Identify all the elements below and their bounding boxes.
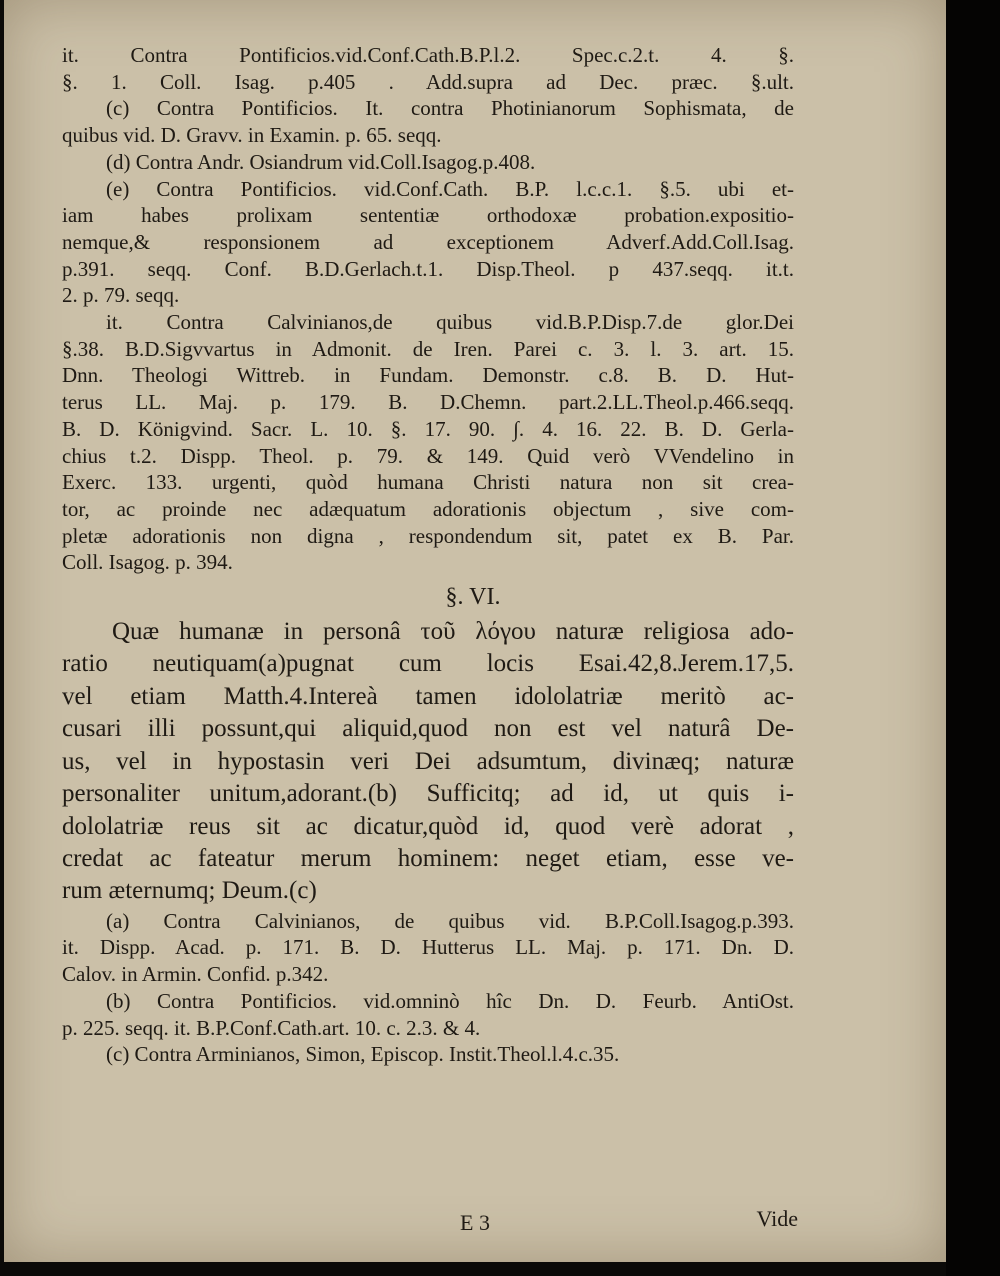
footnote-line: it. Contra Calvinianos,de quibus vid.B.P.Disp.7.de glor.Dei	[106, 310, 794, 335]
footnote-line: Coll. Isagog. p. 394.	[62, 550, 233, 575]
footnote-line: pletæ adorationis non digna , respondendum sit, patet ex B. Par.	[62, 523, 794, 548]
footnote-line: quibus vid. D. Gravv. in Examin. p. 65. seqq.	[62, 123, 442, 148]
footnote-line: nemque,& responsionem ad exceptionem Adverf.Add.Coll.Isag.	[62, 229, 794, 254]
footnote-line: (c) Contra Pontificios. It. contra Photinianorum Sophismata, de	[106, 96, 794, 121]
footnote-line: terus LL. Maj. p. 179. B. D.Chemn. part.2.LL.Theol.p.466.seqq.	[62, 390, 794, 415]
body-line: personaliter unitum,adorant.(b) Sufficitq; ad id, ut quis i-	[62, 780, 794, 808]
page-edge-shadow	[946, 0, 1000, 1276]
body-line: ratio neutiquam(a)pugnat cum locis Esai.42,8.Jerem.17,5.	[62, 650, 794, 678]
body-line: credat ac fateatur merum hominem: neget etiam, esse ve-	[62, 844, 794, 872]
footnote-line: Dnn. Theologi Wittreb. in Fundam. Demonstr. c.8. B. D. Hut-	[62, 363, 794, 388]
footnote-line: (e) Contra Pontificios. vid.Conf.Cath. B.P. l.c.c.1. §.5. ubi et-	[106, 176, 794, 201]
footnote-line: §. 1. Coll. Isag. p.405 . Add.supra ad Dec. præc. §.ult.	[62, 69, 794, 94]
footnote-line: (a) Contra Calvinianos, de quibus vid. B.P.Coll.Isagog.p.393.	[106, 908, 794, 933]
body-line: Quæ humanæ in personâ τοῦ λόγου naturæ religiosa ado-	[112, 618, 794, 646]
footnote-line: iam habes prolixam sententiæ orthodoxæ probation.expositio-	[62, 203, 794, 228]
footnote-line: it. Contra Pontificios.vid.Conf.Cath.B.P.l.2. Spec.c.2.t. 4. §.	[62, 43, 794, 67]
body-line: vel etiam Matth.4.Intereà tamen idololatriæ meritò ac-	[62, 682, 794, 710]
book-page	[4, 0, 946, 1262]
page-text	[62, 42, 798, 1235]
footnote-line: Calov. in Armin. Confid. p.342.	[62, 962, 329, 987]
footnote-line: B. D. Königvind. Sacr. L. 10. §. 17. 90. ∫. 4. 16. 22. B. D. Gerla-	[62, 416, 794, 441]
footnote-line: §.38. B.D.Sigvvartus in Admonit. de Iren. Parei c. 3. l. 3. art. 15.	[62, 336, 794, 361]
body-line: cusari illi possunt,qui aliquid,quod non est vel naturâ De-	[62, 715, 794, 743]
footnote-line: p. 225. seqq. it. B.P.Conf.Cath.art. 10. c. 2.3. & 4.	[62, 1015, 481, 1040]
footnotes-bottom	[62, 908, 794, 1068]
footnote-line: p.391. seqq. Conf. B.D.Gerlach.t.1. Disp.Theol. p 437.seqq. it.t.	[62, 256, 794, 281]
footnote-line: Exerc. 133. urgenti, quòd humana Christi natura non sit crea-	[62, 470, 794, 495]
section-heading: §. VI.	[445, 584, 501, 611]
footnote-line: (c) Contra Arminianos, Simon, Episcop. Instit.Theol.l.4.c.35.	[106, 1042, 620, 1067]
body-line: dololatriæ reus sit ac dicatur,quòd id, quod verè adorat ,	[62, 812, 794, 840]
footnotes-top	[62, 42, 794, 576]
body-line: us, vel in hypostasin veri Dei adsumtum, divinæq; naturæ	[62, 747, 794, 775]
catchword: Vide	[756, 1206, 798, 1231]
footnote-line: chius t.2. Dispp. Theol. p. 79. & 149. Quid verò VVendelino in	[62, 443, 794, 468]
body-line: rum æternumq; Deum.(c)	[62, 877, 317, 905]
page-footer	[62, 1206, 798, 1236]
footnote-line: it. Dispp. Acad. p. 171. B. D. Hutterus LL. Maj. p. 171. Dn. D.	[62, 935, 794, 960]
footnote-line: (b) Contra Pontificios. vid.omninò hîc Dn. D. Feurb. AntiOst.	[106, 988, 794, 1013]
footnote-line: 2. p. 79. seqq.	[62, 283, 180, 308]
signature-mark: E 3	[460, 1210, 490, 1235]
footnote-line: (d) Contra Andr. Osiandrum vid.Coll.Isagog.p.408.	[106, 149, 536, 174]
body-paragraph	[62, 616, 794, 908]
footnote-line: tor, ac proinde nec adæquatum adorationis objectum , sive com-	[62, 496, 794, 521]
